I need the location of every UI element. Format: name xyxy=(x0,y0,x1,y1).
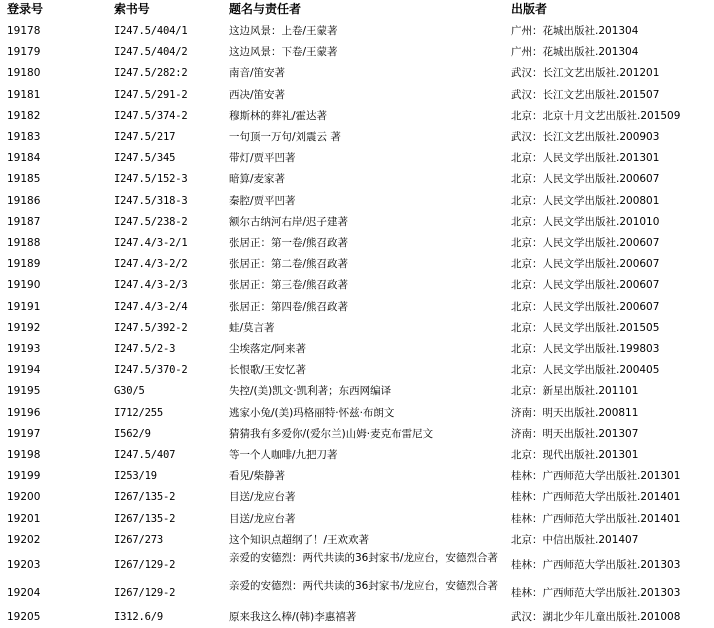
call-number-cell: I247.4/3-2/1 xyxy=(114,237,188,249)
publisher-cell: 北京：人民文学出版社.201301 xyxy=(511,152,660,165)
title-author-cell: 等一个人咖啡/九把刀著 xyxy=(229,449,338,461)
title-author-cell: 这边风景：下卷/王蒙著 xyxy=(229,46,338,59)
registration-number-cell: 19197 xyxy=(7,427,41,440)
registration-number-cell: 19187 xyxy=(7,215,41,228)
header-registration-number: 登录号 xyxy=(7,2,44,16)
title-author-cell: 长恨歌/王安忆著 xyxy=(229,364,307,377)
table-row xyxy=(0,63,714,84)
call-number-cell: I247.5/291-2 xyxy=(114,88,188,101)
registration-number-cell: 19198 xyxy=(7,449,41,461)
registration-number-cell: 19200 xyxy=(7,491,41,504)
publisher-cell: 北京：北京十月文艺出版社.201509 xyxy=(511,109,681,122)
title-author-cell: 亲爱的安德烈：两代共读的36封家书/龙应台，安德烈合著 xyxy=(229,552,498,564)
publisher-cell: 北京：人民文学出版社.199803 xyxy=(511,343,660,355)
call-number-cell: G30/5 xyxy=(114,385,145,398)
call-number-cell: I247.5/217 xyxy=(114,131,176,143)
table-row xyxy=(0,318,714,339)
call-number-cell: I247.4/3-2/2 xyxy=(114,258,188,271)
title-author-cell: 张居正：第二卷/熊召政著 xyxy=(229,258,349,271)
table-row xyxy=(0,530,714,551)
title-author-cell: 目送/龙应台著 xyxy=(229,491,296,504)
publisher-cell: 北京：人民文学出版社.201010 xyxy=(511,215,660,228)
title-author-cell: 亲爱的安德烈：两代共读的36封家书/龙应台，安德烈合著 xyxy=(229,580,498,592)
header-publisher: 出版者 xyxy=(511,2,548,16)
table-row xyxy=(0,297,714,318)
registration-number-cell: 19191 xyxy=(7,300,41,313)
registration-number-cell: 19178 xyxy=(7,25,41,37)
publisher-cell: 北京：人民文学出版社.200607 xyxy=(511,279,660,292)
publisher-cell: 济南：明天出版社.201307 xyxy=(511,427,639,440)
title-author-cell: 原来我这么棒/(韩)李惠禧著 xyxy=(229,611,357,623)
table-row xyxy=(0,254,714,275)
publisher-cell: 北京：人民文学出版社.201505 xyxy=(511,321,660,334)
table-row xyxy=(0,607,714,628)
registration-number-cell: 19180 xyxy=(7,67,41,80)
title-author-cell: 猜猜我有多爱你/(爱尔兰)山姆·麦克布雷尼文 xyxy=(229,427,434,440)
publisher-cell: 桂林：广西师范大学出版社.201401 xyxy=(511,512,681,525)
call-number-cell: I253/19 xyxy=(114,470,157,483)
publisher-cell: 北京：新星出版社.201101 xyxy=(511,385,639,398)
registration-number-cell: 19179 xyxy=(7,46,41,59)
call-number-cell: I247.5/374-2 xyxy=(114,109,188,122)
table-row xyxy=(0,127,714,148)
call-number-cell: I712/255 xyxy=(114,406,163,419)
title-author-cell: 暗算/麦家著 xyxy=(229,173,286,186)
publisher-cell: 武汉：长江文艺出版社.201507 xyxy=(511,88,660,101)
publisher-cell: 广州：花城出版社.201304 xyxy=(511,46,639,59)
publisher-cell: 武汉：长江文艺出版社.200903 xyxy=(511,131,660,143)
publisher-cell: 北京：人民文学出版社.200607 xyxy=(511,258,660,271)
registration-number-cell: 19195 xyxy=(7,385,41,398)
registration-number-cell: 19185 xyxy=(7,173,41,186)
registration-number-cell: 19194 xyxy=(7,364,41,377)
registration-number-cell: 19202 xyxy=(7,533,41,546)
title-author-cell: 西决/笛安著 xyxy=(229,88,286,101)
publisher-cell: 桂林：广西师范大学出版社.201303 xyxy=(511,559,681,571)
table-row xyxy=(0,466,714,487)
registration-number-cell: 19201 xyxy=(7,512,41,525)
table-header xyxy=(0,0,714,20)
call-number-cell: I247.4/3-2/4 xyxy=(114,300,188,313)
title-author-cell: 带灯/贾平凹著 xyxy=(229,152,296,165)
publisher-cell: 武汉：湖北少年儿童出版社.201008 xyxy=(511,611,681,623)
table-row xyxy=(0,169,714,190)
table-row xyxy=(0,106,714,127)
call-number-cell: I247.5/152-3 xyxy=(114,173,188,186)
table-row xyxy=(0,21,714,42)
header-title-author: 题名与责任者 xyxy=(229,2,302,16)
call-number-cell: I247.5/392-2 xyxy=(114,321,188,334)
registration-number-cell: 19205 xyxy=(7,611,41,623)
publisher-cell: 桂林：广西师范大学出版社.201301 xyxy=(511,470,681,483)
table-row xyxy=(0,487,714,508)
call-number-cell: I267/273 xyxy=(114,533,163,546)
table-row xyxy=(0,275,714,296)
call-number-cell: I247.4/3-2/3 xyxy=(114,279,188,292)
publisher-cell: 北京：人民文学出版社.200607 xyxy=(511,173,660,186)
table-row xyxy=(0,509,714,530)
title-author-cell: 这个知识点超纲了！/王欢欢著 xyxy=(229,533,370,546)
registration-number-cell: 19184 xyxy=(7,152,41,165)
call-number-cell: I247.5/370-2 xyxy=(114,364,188,377)
registration-number-cell: 19192 xyxy=(7,321,41,334)
publisher-cell: 北京：人民文学出版社.200405 xyxy=(511,364,660,377)
table-row xyxy=(0,424,714,445)
table-row xyxy=(0,85,714,106)
registration-number-cell: 19203 xyxy=(7,559,41,571)
table-row xyxy=(0,381,714,402)
table-row xyxy=(0,403,714,424)
publisher-cell: 广州：花城出版社.201304 xyxy=(511,25,639,37)
table-row xyxy=(0,148,714,169)
call-number-cell: I247.5/407 xyxy=(114,449,176,461)
call-number-cell: I267/129-2 xyxy=(114,587,176,599)
title-author-cell: 额尔古纳河右岸/迟子建著 xyxy=(229,215,349,228)
title-author-cell: 南音/笛安著 xyxy=(229,67,286,80)
call-number-cell: I247.5/404/1 xyxy=(114,25,188,37)
title-author-cell: 目送/龙应台著 xyxy=(229,512,296,525)
call-number-cell: I312.6/9 xyxy=(114,611,163,623)
registration-number-cell: 19190 xyxy=(7,279,41,292)
table-row xyxy=(0,551,714,579)
call-number-cell: I247.5/345 xyxy=(114,152,176,165)
title-author-cell: 蛙/莫言著 xyxy=(229,321,275,334)
title-author-cell: 张居正：第三卷/熊召政著 xyxy=(229,279,349,292)
registration-number-cell: 19204 xyxy=(7,587,41,599)
call-number-cell: I247.5/238-2 xyxy=(114,215,188,228)
publisher-cell: 北京：人民文学出版社.200801 xyxy=(511,194,660,207)
call-number-cell: I267/129-2 xyxy=(114,559,176,571)
registration-number-cell: 19189 xyxy=(7,258,41,271)
call-number-cell: I247.5/404/2 xyxy=(114,46,188,59)
registration-number-cell: 19196 xyxy=(7,406,41,419)
table-row xyxy=(0,445,714,466)
table-row xyxy=(0,42,714,63)
title-author-cell: 逃家小兔/(美)玛格丽特·怀兹·布朗文 xyxy=(229,406,395,419)
call-number-cell: I562/9 xyxy=(114,427,151,440)
registration-number-cell: 19186 xyxy=(7,194,41,207)
table-row xyxy=(0,233,714,254)
registration-number-cell: 19183 xyxy=(7,131,41,143)
publisher-cell: 北京：人民文学出版社.200607 xyxy=(511,237,660,249)
table-row xyxy=(0,212,714,233)
registration-number-cell: 19181 xyxy=(7,88,41,101)
table-row xyxy=(0,360,714,381)
call-number-cell: I267/135-2 xyxy=(114,491,176,504)
title-author-cell: 穆斯林的葬礼/霍达著 xyxy=(229,109,328,122)
title-author-cell: 看见/柴静著 xyxy=(229,470,286,483)
title-author-cell: 一句顶一万句/刘震云 著 xyxy=(229,131,341,143)
publisher-cell: 武汉：长江文艺出版社.201201 xyxy=(511,67,660,80)
header-call-number: 索书号 xyxy=(114,2,150,16)
registration-number-cell: 19182 xyxy=(7,109,41,122)
title-author-cell: 尘埃落定/阿来著 xyxy=(229,343,307,355)
publisher-cell: 北京：人民文学出版社.200607 xyxy=(511,300,660,313)
call-number-cell: I247.5/2-3 xyxy=(114,343,176,355)
registration-number-cell: 19193 xyxy=(7,343,41,355)
call-number-cell: I247.5/318-3 xyxy=(114,194,188,207)
table-row xyxy=(0,579,714,607)
title-author-cell: 张居正：第四卷/熊召政著 xyxy=(229,300,349,313)
publisher-cell: 北京：中信出版社.201407 xyxy=(511,533,639,546)
call-number-cell: I247.5/282:2 xyxy=(114,67,188,80)
call-number-cell: I267/135-2 xyxy=(114,512,176,525)
registration-number-cell: 19199 xyxy=(7,470,41,483)
publisher-cell: 济南：明天出版社.200811 xyxy=(511,406,639,419)
title-author-cell: 这边风景：上卷/王蒙著 xyxy=(229,25,338,37)
publisher-cell: 桂林：广西师范大学出版社.201401 xyxy=(511,491,681,504)
table-row xyxy=(0,191,714,212)
table-row xyxy=(0,339,714,360)
registration-number-cell: 19188 xyxy=(7,237,41,249)
publisher-cell: 桂林：广西师范大学出版社.201303 xyxy=(511,587,681,599)
publisher-cell: 北京：现代出版社.201301 xyxy=(511,449,639,461)
title-author-cell: 秦腔/贾平凹著 xyxy=(229,194,296,207)
title-author-cell: 失控/(美)凯文·凯利著；东西网编译 xyxy=(229,385,392,398)
title-author-cell: 张居正：第一卷/熊召政著 xyxy=(229,237,349,249)
